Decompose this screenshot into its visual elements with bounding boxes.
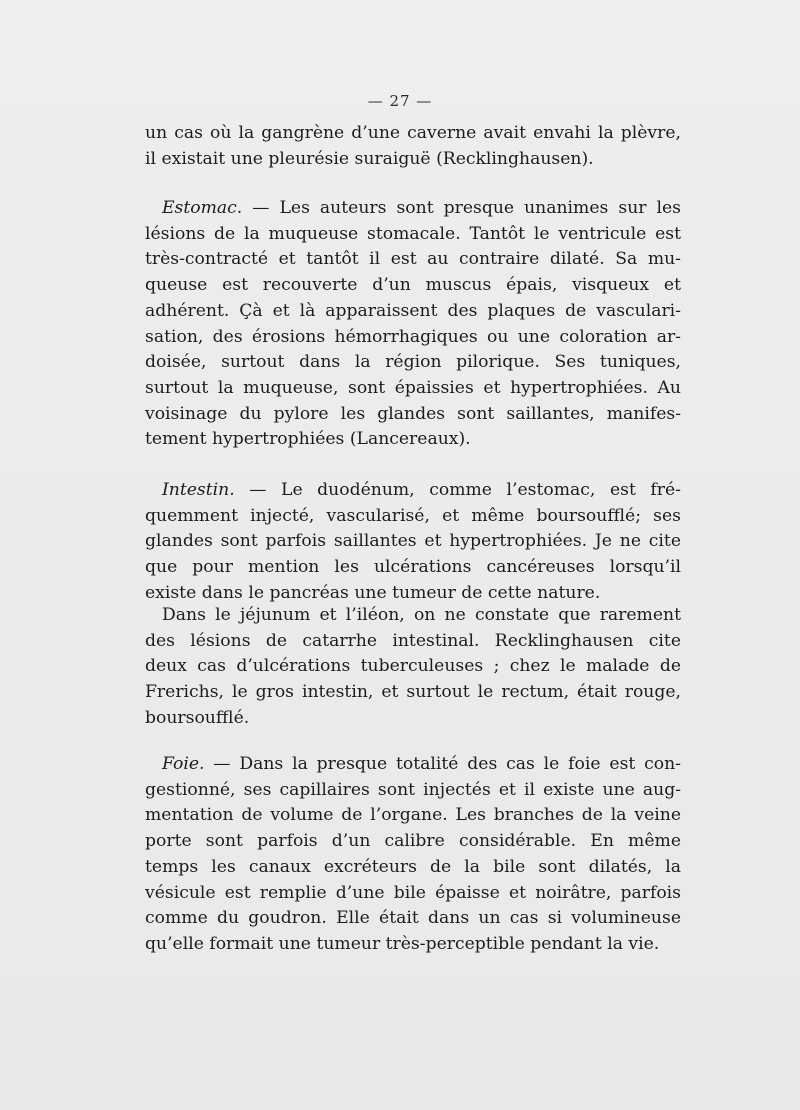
text-line: très-contracté et tantôt il est au contraire dilaté. Sa mu- — [145, 249, 681, 270]
text-line: quemment injecté, vascularisé, et même boursoufflé; ses — [145, 505, 681, 526]
text-line: tement hypertrophiées (Lancereaux). — [145, 429, 471, 450]
paragraph-foie — [145, 752, 681, 958]
text-line: temps les canaux excréteurs de la bile sont dilatés, la — [145, 856, 681, 877]
text-line: un cas où la gangrène d’une caverne avait envahi la plèvre, — [145, 123, 681, 143]
text-line — [145, 196, 681, 222]
text-line: il existait une pleurésie suraiguë (Recklinghausen). — [145, 148, 594, 169]
page-number: — 27 — — [367, 92, 433, 110]
paragraph-jejunum — [145, 603, 681, 732]
section-heading-foie: Foie. — [162, 754, 205, 774]
text-line: comme du goudron. Elle était dans un cas si volumineuse — [145, 908, 681, 929]
text-line — [145, 752, 681, 778]
text-line: doisée, surtout dans la région pilorique. Ses tuniques, — [145, 352, 681, 373]
text-line — [145, 478, 681, 504]
text-line: gestionné, ses capillaires sont injectés et il existe une aug- — [145, 779, 681, 800]
text-line: des lésions de catarrhe intestinal. Recklinghausen cite — [145, 630, 681, 651]
paragraph-intestin — [145, 478, 681, 607]
text-fragment: — Dans la presque totalité des cas le foie est con- — [204, 754, 681, 774]
section-heading-estomac: Estomac. — [162, 198, 243, 218]
text-line: queuse est recouverte d’un muscus épais, visqueux et — [145, 275, 681, 296]
text-line: mentation de volume de l’organe. Les branches de la veine — [145, 805, 681, 826]
text-line: porte sont parfois d’un calibre considérable. En même — [145, 831, 681, 852]
text-line: sation, des érosions hémorrhagiques ou une coloration ar- — [145, 326, 681, 347]
text-fragment: — Le duodénum, comme l’estomac, est fré- — [234, 480, 681, 500]
text-fragment: — Les auteurs sont presque unanimes sur les — [242, 198, 681, 218]
text-line: glandes sont parfois saillantes et hypertrophiées. Je ne cite — [145, 531, 681, 552]
text-line: lésions de la muqueuse stomacale. Tantôt le ventricule est — [145, 223, 681, 244]
text-line: voisinage du pylore les glandes sont saillantes, manifes- — [145, 403, 681, 424]
text-line: Dans le jéjunum et l’iléon, on ne constate que rarement — [162, 605, 681, 625]
text-line: existe dans le pancréas une tumeur de cette nature. — [145, 582, 601, 603]
paragraph-estomac — [145, 196, 681, 453]
section-heading-intestin: Intestin. — [162, 480, 235, 500]
text-line: vésicule est remplie d’une bile épaisse et noirâtre, parfois — [145, 882, 681, 903]
text-line: Frerichs, le gros intestin, et surtout le rectum, était rouge, — [145, 682, 681, 703]
text-line: boursoufflé. — [145, 707, 250, 728]
text-line: adhérent. Çà et là apparaissent des plaques de vasculari- — [145, 300, 681, 321]
text-line: surtout la muqueuse, sont épaissies et hypertrophiées. Au — [145, 377, 681, 398]
text-line: que pour mention les ulcérations cancéreuses lorsqu’il — [145, 557, 681, 578]
text-line: deux cas d’ulcérations tuberculeuses ; chez le malade de — [145, 656, 681, 677]
text-line: qu’elle formait une tumeur très-perceptible pendant la vie. — [145, 933, 660, 954]
paragraph-intro — [145, 121, 681, 172]
